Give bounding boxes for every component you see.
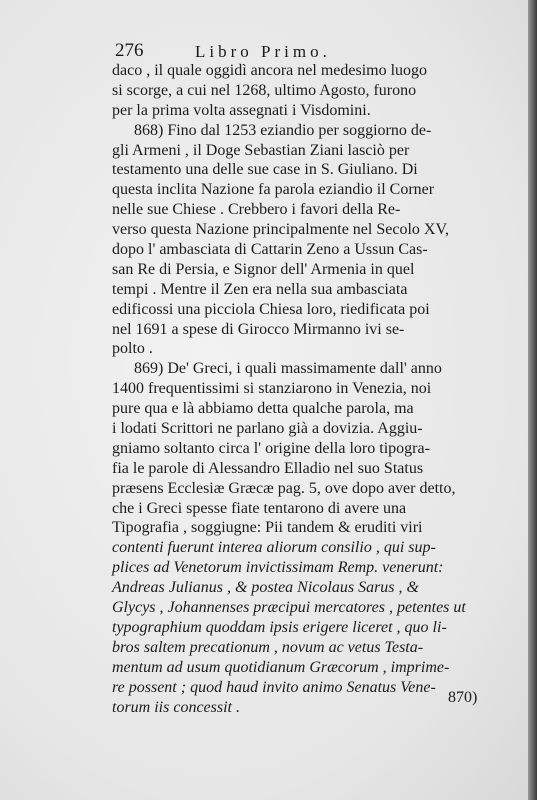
text-line: testamento una delle sue case in S. Giuliano. Di [112,161,418,179]
text-line: daco , il quale oggidì ancora nel medesimo luogo [112,62,428,79]
text-line: typographium quoddam ipsis erigere liceret , quo li- [112,618,447,636]
text-line: fia le parole di Alessandro Elladio nel suo Status [112,459,424,477]
text-line: questa inclita Nazione fa parola eziandio il Corner [112,181,435,199]
text-line: per la prima volta assegnati i Visdomini. [112,101,371,119]
text-line: 869) De' Greci, i quali massimamente dall' anno [134,360,442,378]
text-line: re possent ; quod haud invito animo Senatus Vene- [112,678,436,696]
text-line: polto . [112,340,153,358]
text-line: gli Armeni , il Doge Sebastian Ziani lasciò per [112,141,410,159]
text-line: 868) Fino dal 1253 eziandio per soggiorno de- [134,121,432,139]
book-edge [528,0,537,800]
text-line: san Re di Persia, e Signor dell' Armenia in quel [112,260,415,278]
text-line: dopo l' ambasciata di Cattarin Zeno a Ussun Cas- [112,241,428,259]
text-line: i lodati Scrittori ne parlano già a dovizia. Aggiu- [112,420,423,438]
text-line: che i Greci spesse fiate tentarono di avere una [112,499,407,517]
text-line: 1400 frequentissimi si stanziarono in Venezia, noi [112,380,432,398]
text-line: nelle sue Chiese . Crebbero i favori della Re- [112,201,401,219]
text-line: contenti fuerunt interea aliorum consilio , qui sup- [112,539,436,557]
text-line: si scorge, a cui nel 1268, ultimo Agosto, furono [112,81,417,99]
text-line: nel 1691 a spese di Girocco Mirmanno ivi se- [112,320,405,338]
text-line: mentum ad usum quotidianum Græcorum , imprime- [112,658,450,676]
text-line: Glycys , Johannenses præcipui mercatores , petentes ut [112,599,466,617]
page-number: 276 [115,40,144,61]
text-line: plices ad Venetorum invictissimam Remp. venerunt: [112,559,444,577]
catchword: 870) [448,689,478,706]
text-line: pure qua e là abbiamo detta qualche parola, ma [112,400,414,418]
text-line: edificossi una picciola Chiesa loro, riedificata poi [112,300,430,318]
text-line: tempi . Mentre il Zen era nella sua ambasciata [112,280,408,298]
text-line: Andreas Julianus , & postea Nicolaus Sarus , & [112,579,419,597]
running-head: Libro Primo. [195,42,331,61]
text-line: gniamo soltanto circa l' origine della loro tipogra- [112,439,430,457]
text-line: verso questa Nazione principalmente nel Secolo XV, [112,221,449,239]
text-line: bros saltem precationum , novum ac vetus Testa- [112,638,424,656]
text-line: torum iis concessit . [112,698,240,716]
body-text [112,61,512,717]
text-line: Tipografia , soggiugne: Pii tandem & eruditi viri [112,519,423,537]
text-line: præsens Ecclesiæ Græcæ pag. 5, ove dopo aver detto, [112,479,456,497]
